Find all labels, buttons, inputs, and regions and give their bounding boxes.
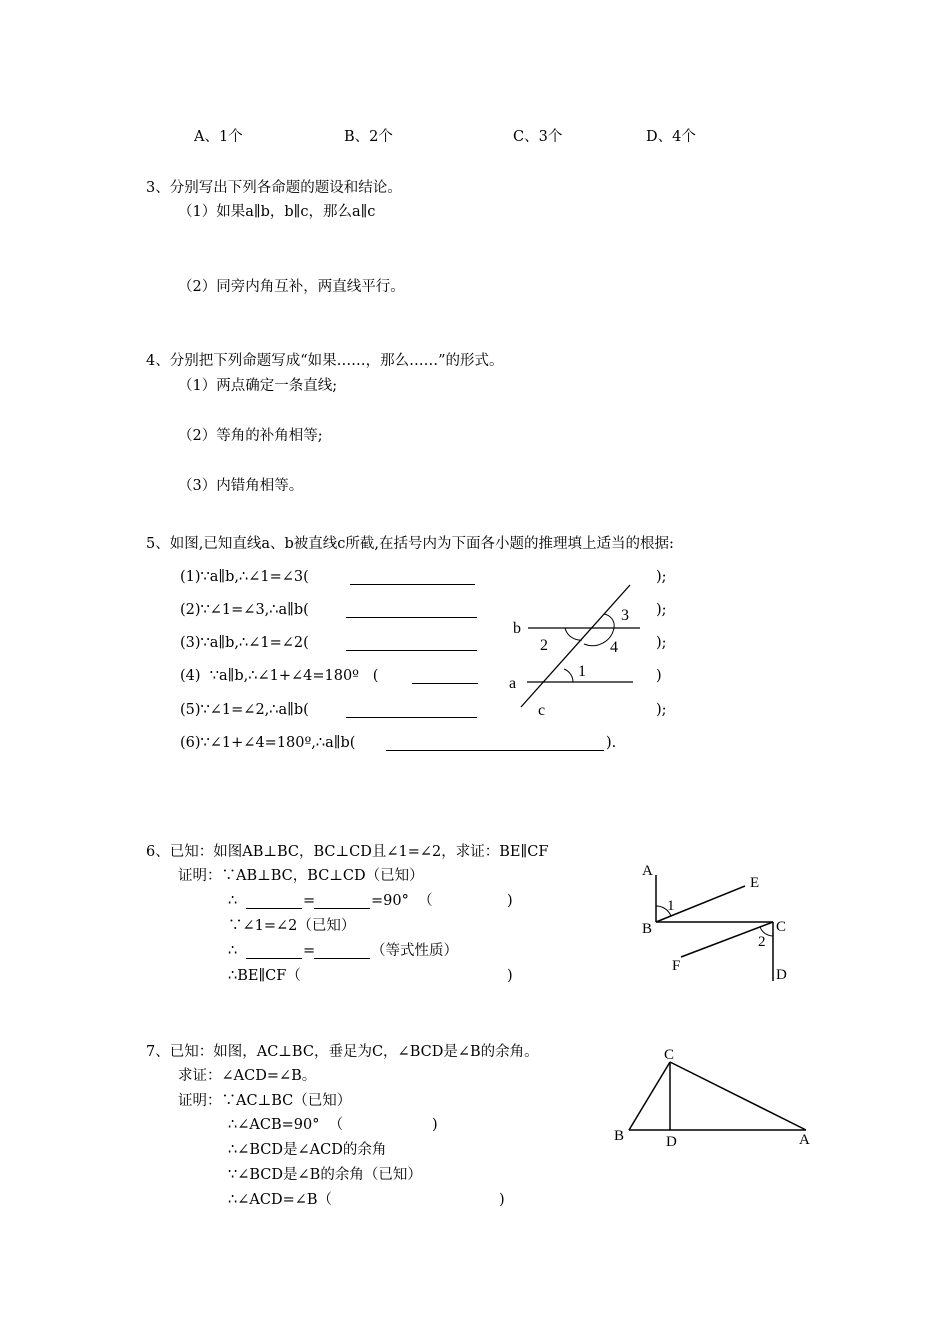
q7-proof-3: ∴∠BCD是∠ACD的余角 bbox=[228, 1142, 387, 1158]
q6-proof-2d: ) bbox=[507, 893, 513, 909]
q5-figure bbox=[500, 575, 650, 725]
label-A: A bbox=[642, 863, 653, 879]
q5-line-4: (4) ∵a∥b,∴∠1+∠4=180º ( bbox=[180, 668, 379, 684]
q6-proof-2b: = bbox=[303, 893, 316, 909]
label-4: 4 bbox=[610, 639, 618, 656]
q6-proof-1: 证明：∵AB⊥BC，BC⊥CD（已知） bbox=[178, 868, 424, 884]
q5-line-2: (2)∵∠1=∠3,∴a∥b( bbox=[180, 602, 309, 618]
q6-proof-2c: =90° （ bbox=[371, 893, 433, 909]
q6-title: 6、已知：如图AB⊥BC，BC⊥CD且∠1=∠2，求证：BE∥CF bbox=[146, 844, 549, 860]
q6-proof-4c: （等式性质） bbox=[371, 943, 458, 959]
q6-proof-5b: ) bbox=[507, 968, 513, 984]
q4-item-1: （1）两点确定一条直线; bbox=[178, 378, 338, 394]
q5-blank-6[interactable] bbox=[386, 750, 604, 751]
option-d: D、4个 bbox=[646, 129, 696, 145]
q6-figure bbox=[635, 855, 800, 985]
q5-line-4-end: ) bbox=[656, 668, 662, 684]
q7-proof-5a: ∴∠ACD=∠B（ bbox=[228, 1192, 333, 1208]
q3-item-1: （1）如果a∥b，b∥c，那么a∥c bbox=[178, 204, 376, 220]
q6-proof-5a: ∴BE∥CF（ bbox=[228, 968, 301, 984]
q5-blank-2[interactable] bbox=[346, 617, 477, 618]
label-A: A bbox=[799, 1132, 810, 1148]
label-C: C bbox=[776, 919, 787, 935]
label-a: a bbox=[509, 675, 517, 692]
arc-angle-1 bbox=[564, 669, 573, 682]
q5-title: 5、如图,已知直线a、b被直线c所截,在括号内为下面各小题的推理填上适当的根据: bbox=[146, 536, 674, 552]
q7-proof-4: ∵∠BCD是∠B的余角（已知） bbox=[228, 1167, 422, 1183]
q7-proof-5b: ) bbox=[499, 1192, 505, 1208]
q6-blank-3[interactable] bbox=[246, 958, 302, 959]
q4-title: 4、分别把下列命题写成“如果……，那么……”的形式。 bbox=[146, 353, 504, 369]
q5-line-3-end: ); bbox=[656, 635, 667, 651]
option-b: B、2个 bbox=[344, 129, 393, 145]
q5-line-6: (6)∵∠1+∠4=180º,∴a∥b( bbox=[180, 735, 356, 751]
q5-line-5: (5)∵∠1=∠2,∴a∥b( bbox=[180, 702, 309, 718]
q6-proof-4a: ∴ bbox=[228, 943, 238, 959]
label-D: D bbox=[776, 967, 787, 983]
label-B: B bbox=[614, 1128, 625, 1144]
q6-proof-4b: = bbox=[303, 943, 316, 959]
option-c: C、3个 bbox=[513, 129, 563, 145]
q7-proof-2a: ∴∠ACB=90° （ bbox=[228, 1117, 344, 1133]
q5-line-5-end: ); bbox=[656, 702, 667, 718]
q6-blank-2[interactable] bbox=[314, 908, 370, 909]
q5-line-1: (1)∵a∥b,∴∠1=∠3( bbox=[180, 569, 309, 585]
label-E: E bbox=[750, 875, 760, 891]
q5-blank-5[interactable] bbox=[346, 717, 477, 718]
option-a: A、1个 bbox=[194, 129, 243, 145]
label-D: D bbox=[666, 1134, 677, 1150]
label-F: F bbox=[672, 958, 681, 974]
q5-blank-1[interactable] bbox=[350, 584, 475, 585]
q3-title: 3、分别写出下列各命题的题设和结论。 bbox=[146, 180, 402, 196]
arc-angle-2 bbox=[565, 628, 582, 640]
q6-blank-1[interactable] bbox=[246, 908, 302, 909]
q7-prove: 求证：∠ACD=∠B。 bbox=[178, 1068, 317, 1084]
label-c: c bbox=[538, 702, 546, 719]
q4-item-2: （2）等角的补角相等; bbox=[178, 428, 323, 444]
label-1: 1 bbox=[667, 898, 675, 914]
label-b: b bbox=[513, 620, 521, 637]
q5-line-2-end: ); bbox=[656, 602, 667, 618]
q5-line-1-end: ); bbox=[656, 569, 667, 585]
q6-blank-4[interactable] bbox=[314, 958, 370, 959]
label-C: C bbox=[664, 1047, 675, 1063]
q3-item-2: （2）同旁内角互补，两直线平行。 bbox=[178, 279, 405, 295]
q7-proof-2b: ) bbox=[432, 1117, 438, 1133]
q7-figure bbox=[605, 1040, 820, 1150]
q7-proof-1: 证明：∵AC⊥BC（已知） bbox=[178, 1093, 352, 1109]
q4-item-3: （3）内错角相等。 bbox=[178, 478, 304, 494]
q5-blank-3[interactable] bbox=[346, 650, 477, 651]
q6-proof-3: ∵∠1=∠2（已知） bbox=[228, 918, 356, 934]
seg-bc bbox=[629, 1062, 670, 1130]
label-B: B bbox=[642, 921, 653, 937]
q5-line-3: (3)∵a∥b,∴∠1=∠2( bbox=[180, 635, 309, 651]
q7-title: 7、已知：如图，AC⊥BC，垂足为C，∠BCD是∠B的余角。 bbox=[146, 1044, 539, 1060]
seg-ca bbox=[670, 1062, 806, 1130]
q5-line-6-end: ). bbox=[606, 735, 617, 751]
label-1: 1 bbox=[578, 663, 586, 680]
arc-angle-3 bbox=[604, 614, 614, 628]
q5-blank-4[interactable] bbox=[412, 683, 478, 684]
q6-proof-2a: ∴ bbox=[228, 893, 238, 909]
label-3: 3 bbox=[621, 607, 629, 624]
label-2: 2 bbox=[758, 934, 766, 950]
label-2: 2 bbox=[540, 637, 548, 654]
